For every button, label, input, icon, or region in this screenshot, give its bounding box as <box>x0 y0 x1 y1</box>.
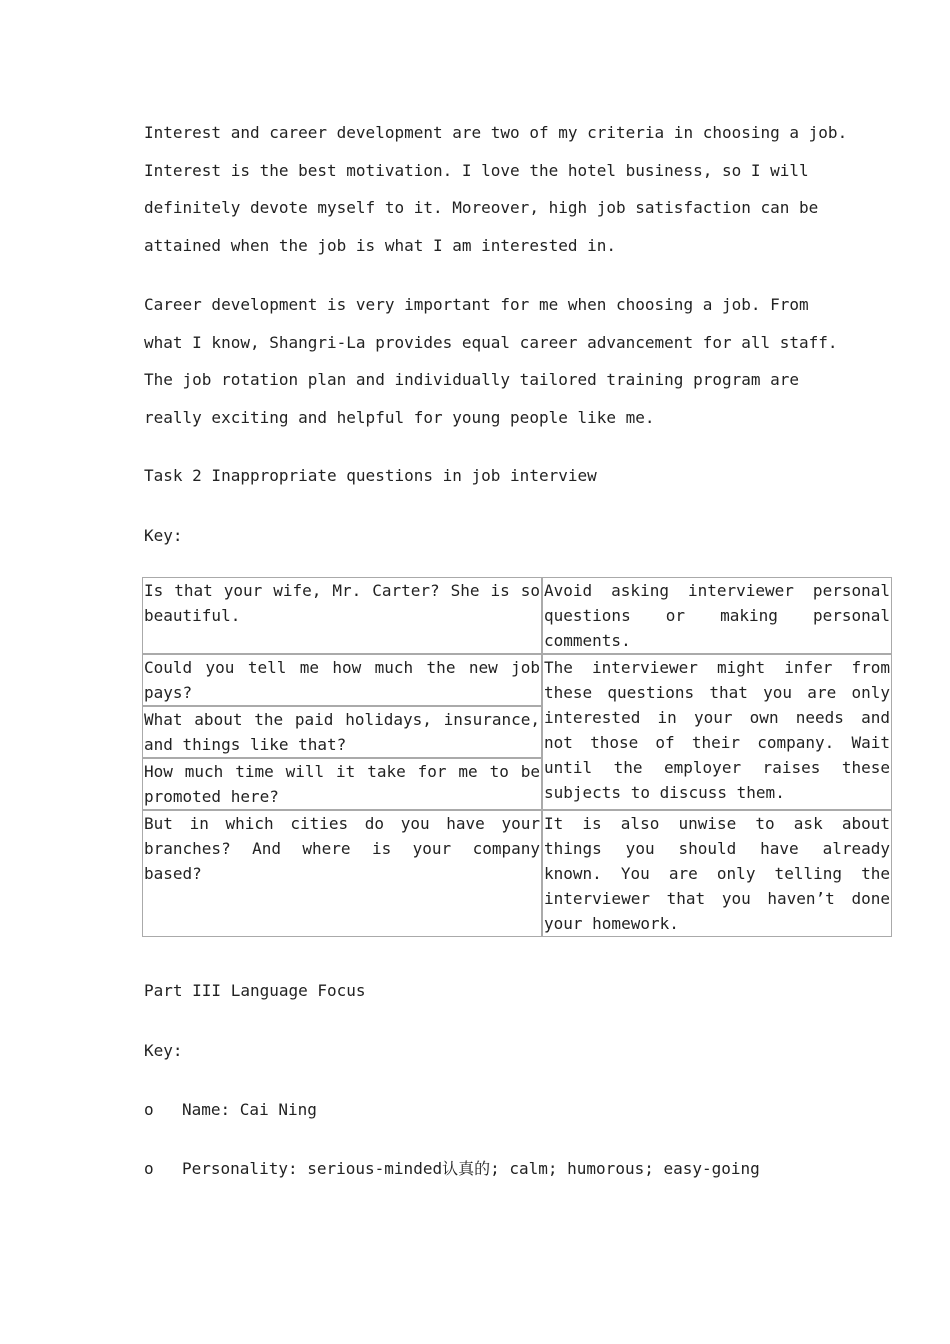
advice-cell: It is also unwise to ask about things you should have already known. You are only telling the interviewer that you haven’t done your homework. <box>542 810 892 937</box>
paragraph-line: Interest and career development are two of my criteria in choosing a job. <box>144 123 848 142</box>
bullet-item-name <box>144 1098 317 1122</box>
question-cell: What about the paid holidays, insurance, and things like that? <box>142 706 542 758</box>
paragraph-line: The job rotation plan and individually tailored training program are <box>144 370 800 389</box>
bullet-marker: o <box>144 1100 154 1119</box>
paragraph-interest <box>144 121 848 271</box>
question-cell: How much time will it take for me to be promoted here? <box>142 758 542 810</box>
table-row <box>142 654 892 706</box>
paragraph-line: definitely devote myself to it. Moreover, high job satisfaction can be <box>144 198 819 217</box>
key-label: Key: <box>144 526 183 545</box>
bullet-text: Personality: serious-minded认真的; calm; humorous; easy-going <box>182 1159 760 1178</box>
question-cell: Is that your wife, Mr. Carter? She is so beautiful. <box>142 577 542 654</box>
table-row <box>142 810 892 937</box>
paragraph-line: Interest is the best motivation. I love the hotel business, so I will <box>144 160 809 180</box>
task2-heading: Task 2 Inappropriate questions in job interview <box>144 466 597 485</box>
bullet-marker: o <box>144 1159 154 1178</box>
question-cell: Could you tell me how much the new job pays? <box>142 654 542 706</box>
paragraph-line: Career development is very important for me when choosing a job. From <box>144 295 809 314</box>
part3-heading: Part III Language Focus <box>144 981 366 1000</box>
paragraph-line: really exciting and helpful for young people like me. <box>144 407 655 427</box>
key-label: Key: <box>144 1041 183 1060</box>
table-row <box>142 577 892 654</box>
question-cell: But in which cities do you have your branches? And where is your company based? <box>142 810 542 937</box>
bullet-item-personality <box>144 1157 760 1181</box>
advice-cell: Avoid asking interviewer personal questions or making personal comments. <box>542 577 892 654</box>
advice-cell: The interviewer might infer from these questions that you are only interested in your own needs and not those of their company. Wait until the employer raises these subjects to discuss them. <box>542 654 892 810</box>
bullet-text: Name: Cai Ning <box>182 1100 317 1119</box>
inappropriate-questions-table <box>142 577 892 937</box>
paragraph-career <box>144 293 838 443</box>
paragraph-line: what I know, Shangri-La provides equal career advancement for all staff. <box>144 332 838 352</box>
paragraph-line: attained when the job is what I am interested in. <box>144 235 617 255</box>
